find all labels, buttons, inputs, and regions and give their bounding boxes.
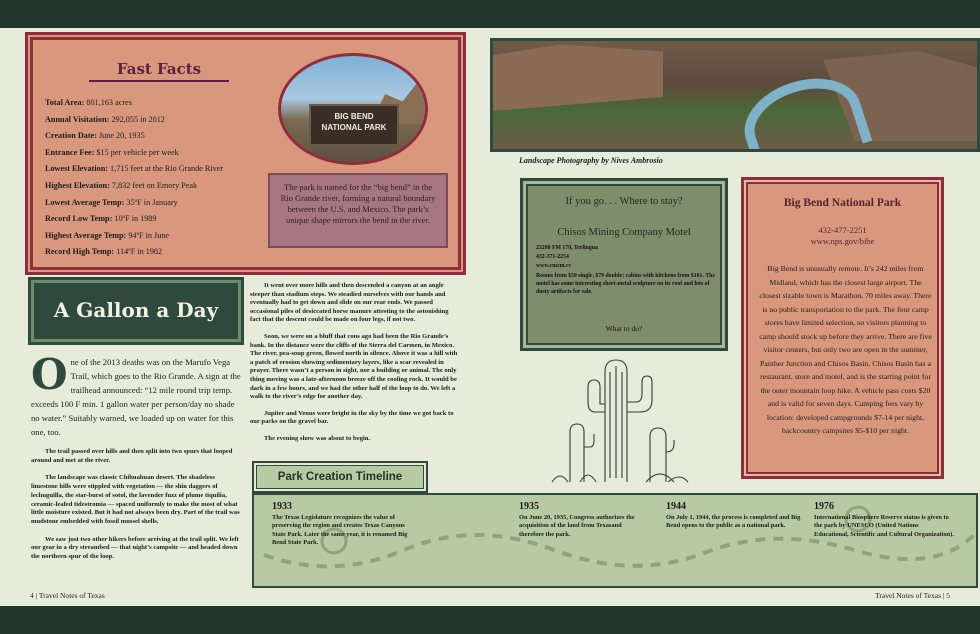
lead-paragraph: One of the 2013 deaths was on the Marufo Vega Trail, which goes to the Rio Grande. A sign at the trailhead announced: “12 mile round trip temp. exceeds 100 F min. 1 gallon water per person/day no shade no water.” Suitably warned, we loaded up on water for this one, too. xyxy=(31,350,241,437)
timeline-box xyxy=(252,493,978,588)
big-bend-description: Big Bend is unusually remote. It’s 242 miles from Midland, which has the closest large airport. The closest sizable town is Marathon, 70 miles away. There is no public transportation to the park. The four camp stores have limited selection, so visitors planning to camp should stock up before they arrive. There are five visitor centers, but only two are open in the summer, Panther Junction and Chisos Basin. Chisos Basin has a restaurant, store and motel, and is the starting point for the outer mountain loop hike. A vehicle pass costs $20 and is valid for seven days. Camping fees vary by location: developed campgrounds $7-14 per night, backcountry campsites $5-$10 per night. xyxy=(759,264,932,435)
drop-cap: O xyxy=(31,350,68,399)
paragraph: The evening show was about to begin. xyxy=(264,434,371,442)
photo-credit: Landscape Photography by Nives Ambrosio xyxy=(519,156,663,165)
fact-item: Entrance Fee: $15 per vehicle per week xyxy=(45,147,179,157)
big-bend-title: Big Bend National Park xyxy=(783,197,902,209)
title-rule xyxy=(89,80,229,82)
fact-item: Creation Date: June 20, 1935 xyxy=(45,131,145,141)
fact-item: Lowest Average Temp: 35ºF in January xyxy=(45,197,178,207)
page-footer-right: Travel Notes of Texas | 5 xyxy=(875,591,950,600)
motel-phone: 432-371-2254 xyxy=(536,254,569,261)
landscape-photo xyxy=(490,38,980,152)
if-you-go-title: If you go. . . Where to stay? xyxy=(565,196,683,207)
motel-info xyxy=(536,244,716,297)
fact-item: Highest Average Temp: 94ºF in June xyxy=(45,230,170,240)
what-to-do-heading: What to do? xyxy=(605,324,643,333)
fact-item: Highest Elevation: 7,832 feet on Emory Peak xyxy=(45,180,198,190)
motel-name: Chisos Mining Company Motel xyxy=(557,227,691,238)
fast-facts-box xyxy=(30,37,461,270)
cactus-illustration xyxy=(550,352,690,492)
paragraph: Soon, we were on a bluff that cons ago had been the Rio Grande’s bank. In the distance were the cliffs of the Sierra del Carmen, in Mexico. The river, pea-soup green, flowed north in silence. Above it was a hill with a patch of erosion showing sedimentary layers, like a scar revealed in prayer. There wasn’t a person in sight, nor a building or animal. The only thing moving was a late-afternoon breeze off the cooling rock. It would be dark in a few hours, and we had the other half of the loop to do. We left a walk to the river’s edge for another day. xyxy=(250,332,458,401)
if-you-go-box xyxy=(520,178,728,351)
article-headline: A Gallon a Day xyxy=(53,298,219,322)
bottom-bar xyxy=(0,606,980,634)
fact-item: Record Low Temp: 10ºF in 1989 xyxy=(45,214,157,224)
big-bend-phone: 432-477-2251 xyxy=(818,225,867,235)
park-sign-photo xyxy=(278,53,428,165)
paragraph: Jupiter and Venus were bright in the sky by the time we got back to our packs on the gravel bar. xyxy=(250,409,454,426)
park-name-caption: The park is named for the “big bend” in the Rio Grande river, forming a natural boundary between the U.S. and Mexico. The park’s unique shape mirrors the bend in the river. xyxy=(268,173,448,248)
article-column-1 xyxy=(31,350,241,562)
timeline-title: Park Creation Timeline xyxy=(277,471,403,483)
timeline-event: 1935 On June 20, 1935, Congress authorizes the acquisition of the land from Texasand therefore the park. xyxy=(519,501,635,538)
paragraph: The landscape was classic Chihuahuan desert. The shadeless limestone hills were stippled with vegetation — the shin daggers of lechuguilla, the star-burst of sotol, the lavender fuzz of plume tiquilia, ceramic-leafed tidestromia — spaced uniformly to make the most of what little moisture existed. But it had not always been dry. Part of the trail was mudstone embedded with fossil mussel shells. xyxy=(31,474,240,525)
article-column-2 xyxy=(250,282,460,452)
motel-details: Rooms from $59 single, $79 double; cabins with kitchens from $101. The motel has some interesting sheet-metal sculpture on its roof and lots of dusty artifacts for sale. xyxy=(536,272,715,296)
timeline-tab xyxy=(252,461,428,493)
motel-web: www.cmcm.cc xyxy=(536,263,572,270)
top-bar xyxy=(0,0,980,28)
fast-facts-list xyxy=(45,95,275,261)
timeline-event: 1933 The Texas Legislature recognizes the value of preserving the region and creates Texas Canyons State Park. Later the same year, it is renamed Big Bend State Park. xyxy=(272,501,408,547)
fact-item: Record High Temp: 114ºF in 1982 xyxy=(45,247,163,257)
page-footer-left: 4 | Travel Notes of Texas xyxy=(30,591,105,600)
fast-facts-title: Fast Facts xyxy=(116,60,202,78)
paragraph: The trail passed over hills and then split into two spurs that looped around and met at the river. xyxy=(31,448,233,464)
fact-item: Total Area: 801,163 acres xyxy=(45,98,132,107)
timeline-event: 1976 International Biosphere Reserve status is given to the park by UNESCO (United Nations Educational, Scientific and Cultural Organization). xyxy=(814,501,954,538)
fact-item: Lowest Elevation: 1,715 feet at the Rio Grande River xyxy=(45,164,224,174)
cliff-left xyxy=(493,41,663,111)
motel-address: 23280 FM 170, Terlingua xyxy=(536,245,598,251)
park-sign: BIG BEND NATIONAL PARK xyxy=(309,104,399,146)
headline-box xyxy=(31,280,241,342)
big-bend-info-box xyxy=(741,177,944,479)
timeline-event: 1944 On July 1, 1944, the process is completed and Big Bend opens to the public as a national park. xyxy=(666,501,801,530)
paragraph: It went over more hills and then descended a canyon at an angle steeper than stadium steps. We steadied ourselves with our hands and eventually had to get down and slide on our rear ends. We passed occasional piles of desiccated horse manure attesting to the astonishing fact that the descent could be made on four legs, if not two. xyxy=(250,282,449,324)
big-bend-website: www.nps.gov/bibe xyxy=(810,236,875,246)
fact-item: Annual Visitation: 292,055 in 2012 xyxy=(45,114,165,124)
paragraph: We saw just two other hikers before arriving at the trail split. We left our gear in a dry streambed — that night’s campsite — and headed down the northern spur of the loop. xyxy=(31,535,239,561)
